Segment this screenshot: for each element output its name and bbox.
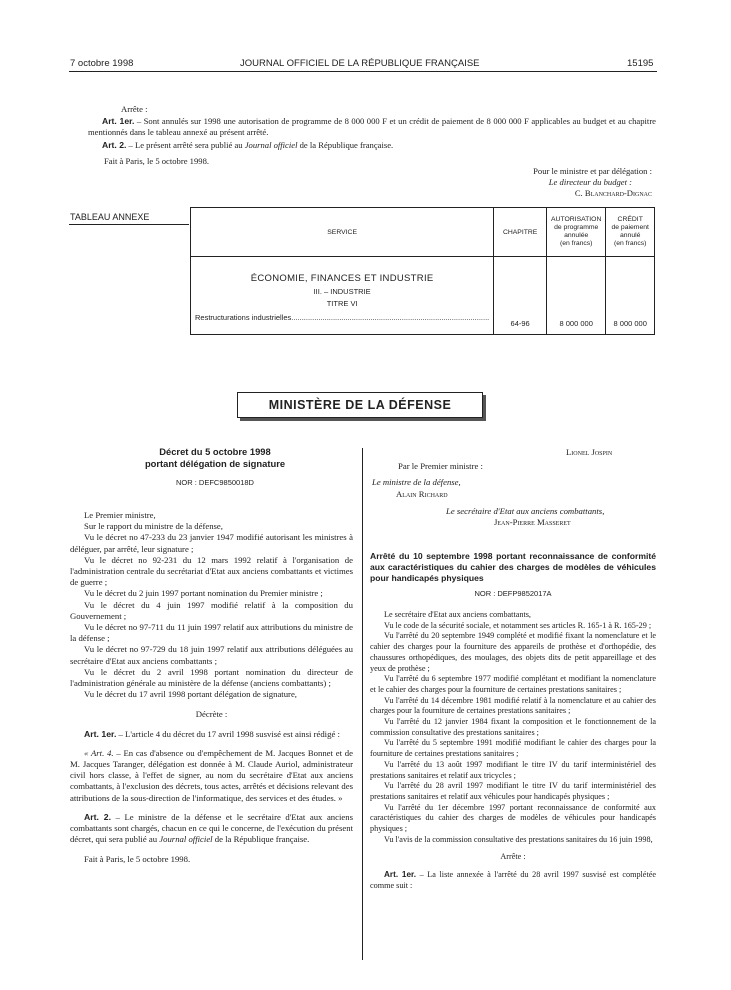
section-name: III. – INDUSTRIE xyxy=(313,287,371,296)
decrete-label: Décrète : xyxy=(195,709,228,720)
signature-line: Pour le ministre et par délégation : xyxy=(533,166,652,176)
row-label: Restructurations industrielles............................................................................................... xyxy=(195,313,490,322)
arrete-title: Arrêté du 10 septembre 1998 portant reconnaissance de conformité aux caractéristiques du cahier des charges de modèles de véhicules pour handicapés physiques xyxy=(370,551,656,583)
signature-role: Le directeur du budget : xyxy=(548,177,632,188)
page-number: 15195 xyxy=(627,58,654,69)
ministry-name: ÉCONOMIE, FINANCES ET INDUSTRIE xyxy=(250,273,434,284)
arrete-label-right: Arrête : xyxy=(500,852,526,862)
header-rule xyxy=(69,71,657,72)
para: Vu le décret no 97-729 du 18 juin 1997 relatif aux attributions déléguées au secrétaire d'Etat aux anciens combattants ; xyxy=(70,644,353,666)
column-divider xyxy=(362,448,363,960)
col-service: SERVICE xyxy=(191,208,494,257)
art-label: Art. 2. xyxy=(102,140,127,150)
table-header-row xyxy=(191,208,655,257)
right-art1: Art. 1er. – La liste annexée à l'arrêté du 28 avril 1997 susvisé est complétée comme suit : xyxy=(370,870,656,890)
signature-masseret: Jean-Pierre Masseret xyxy=(494,517,571,527)
art-text: – Sont annulés sur 1998 une autorisation de programme de 8 000 000 F et un crédit de paiement de 8 000 000 F applicables au budget et au chapitre mentionnés dans le tableau annexé au présent arrêté. xyxy=(88,116,656,138)
para: Vu l'arrêté du 20 septembre 1949 complété et modifié fixant la nomenclature et le cahier des charges pour la fourniture des appareils de prothèse et d'orthopédie, des chaussures orthopédiques, des moulages, des objets dits de petit appareillage et des yeux de prothèse ; xyxy=(370,631,656,673)
titre-name: TITRE VI xyxy=(326,299,358,308)
top-art1 xyxy=(88,116,656,138)
col-autorisation: AUTORISATION de programme annulée (en francs) xyxy=(546,208,605,257)
signature-block xyxy=(430,166,652,200)
signature-role-ac: Le secrétaire d'Etat aux anciens combattants, xyxy=(446,506,605,516)
left-art4-quote: « Art. 4. – En cas d'absence ou d'empêchement de M. Jacques Bonnet et de M. Jacques Taranger, délégation est donnée à M. Claude Auriol, administrateur civil hors classe, à l'effet de signer, au nom du secrétaire d'Etat aux anciens combattants, à l'exclusion des décrets, tous actes, arrêtés et décisions relevant des attributions de la sous-direction de l'informatique, des services et des études. » xyxy=(70,747,353,803)
journal-ref: Journal officiel xyxy=(244,140,298,150)
para: Vu l'arrêté du 6 septembre 1977 modifié complétant et modifiant la nomenclature et le cahier des charges pour la fourniture de certaines prestations sanitaires ; xyxy=(370,674,656,694)
para: Vu l'avis de la commission consultative des prestations sanitaires du 16 juin 1998, xyxy=(384,834,653,844)
signature-jospin: Lionel Jospin xyxy=(566,447,613,457)
para: Le secrétaire d'Etat aux anciens combattants, xyxy=(384,610,531,619)
row-chapitre: 64-96 xyxy=(494,257,547,335)
annex-label-rule xyxy=(69,224,189,225)
para: Vu l'arrêté du 28 avril 1997 modifiant le titre IV du tarif interministériel des prestations sanitaires et relatif aux véhicules pour handicapés physiques ; xyxy=(370,781,656,801)
top-art2 xyxy=(88,140,656,151)
signature-richard: Alain Richard xyxy=(396,489,448,499)
col-credit: CRÉDIT de paiement annulé (en francs) xyxy=(606,208,655,257)
para: Vu le décret no 47-233 du 23 janvier 1947 modifié autorisant les ministres à déléguer, par arrêté, leur signature ; xyxy=(70,532,353,554)
row-autorisation: 8 000 000 xyxy=(546,257,605,335)
right-body xyxy=(370,610,656,892)
para: Vu le décret du 2 juin 1997 portant nomination du Premier ministre ; xyxy=(84,588,323,599)
signature-by: Par le Premier ministre : xyxy=(398,461,483,471)
signature-role-defense: Le ministre de la défense, xyxy=(372,477,461,487)
table-row xyxy=(191,257,655,335)
art-text: de la République française. xyxy=(297,140,394,150)
annex-table xyxy=(190,207,655,335)
para: Vu le décret du 2 avril 1998 portant nomination du directeur de l'administration générale au ministère de la défense (anciens combattants) ; xyxy=(70,666,353,689)
col-chapitre: CHAPITRE xyxy=(494,208,547,257)
journal-title: JOURNAL OFFICIEL DE LA RÉPUBLIQUE FRANÇAISE xyxy=(240,58,480,69)
para: Sur le rapport du ministre de la défense, xyxy=(84,521,223,532)
para: Vu le code de la sécurité sociale, et notamment ses articles R. 165-1 à R. 165-29 ; xyxy=(384,620,652,630)
art-label: Art. 1er. xyxy=(102,116,135,126)
para: Vu le décret no 92-231 du 12 mars 1992 relatif à l'organisation de l'administration centrale du secrétariat d'Etat aux anciens combattants et victimes de guerre ; xyxy=(70,554,353,588)
para: Vu l'arrêté du 5 septembre 1991 modifié modifiant le cahier des charges pour la fourniture de certaines prestations sanitaires ; xyxy=(370,738,656,759)
para: Vu l'arrêté du 12 janvier 1984 fixant la composition et le fonctionnement de la commission consultative des prestations sanitaires ; xyxy=(370,717,656,737)
decree-title: Décret du 5 octobre 1998 portant délégation de signature xyxy=(144,446,286,469)
para: Vu le décret du 17 avril 1998 portant délégation de signature, xyxy=(84,689,297,700)
para: Vu l'arrêté du 14 décembre 1981 modifié relatif à la nomenclature et au cahier des charges pour la fourniture de certaines prestations sanitaires ; xyxy=(370,695,656,716)
para: Vu le décret no 97-711 du 11 juin 1997 relatif aux attributions du ministre de la défense ; xyxy=(70,622,353,644)
signature-name: C. Blanchard-Dignac xyxy=(574,188,652,199)
arrete-label: Arrête : xyxy=(121,104,148,114)
right-nor: NOR : DEFP9852017A xyxy=(474,589,552,598)
service-cell xyxy=(191,257,494,335)
left-art1: Art. 1er. – L'article 4 du décret du 17 avril 1998 susvisé est ainsi rédigé : xyxy=(84,728,340,739)
fait-a-paris: Fait à Paris, le 5 octobre 1998. xyxy=(104,156,210,166)
left-body xyxy=(70,510,353,866)
left-fait: Fait à Paris, le 5 octobre 1998. xyxy=(84,854,191,865)
left-art2: Art. 2. – Le ministre de la défense et le secrétaire d'Etat aux anciens combattants sont chargés, chacun en ce qui le concerne, de l'exécution du présent décret, qui sera publié au Journal officiel de la République française. xyxy=(70,811,353,845)
left-nor: NOR : DEFC9850018D xyxy=(176,478,254,487)
row-credit: 8 000 000 xyxy=(606,257,655,335)
para: Le Premier ministre, xyxy=(84,510,156,520)
para: Vu l'arrêté du 13 août 1997 modifiant le titre IV du tarif interministériel des prestations sanitaires et relatif aux tricycles ; xyxy=(370,759,656,780)
ministry-banner: MINISTÈRE DE LA DÉFENSE xyxy=(237,392,483,418)
art-text: – Le présent arrêté sera publié au xyxy=(126,140,245,150)
annex-label: TABLEAU ANNEXE xyxy=(70,212,150,222)
header-date: 7 octobre 1998 xyxy=(70,58,134,69)
para: Vu le décret du 4 juin 1997 modifié relatif à la composition du Gouvernement ; xyxy=(70,599,353,621)
para: Vu l'arrêté du 1er décembre 1997 portant reconnaissance de conformité aux caractéristiques du cahier des charges de modèles de véhicules pour handicapés physiques ; xyxy=(370,802,656,834)
